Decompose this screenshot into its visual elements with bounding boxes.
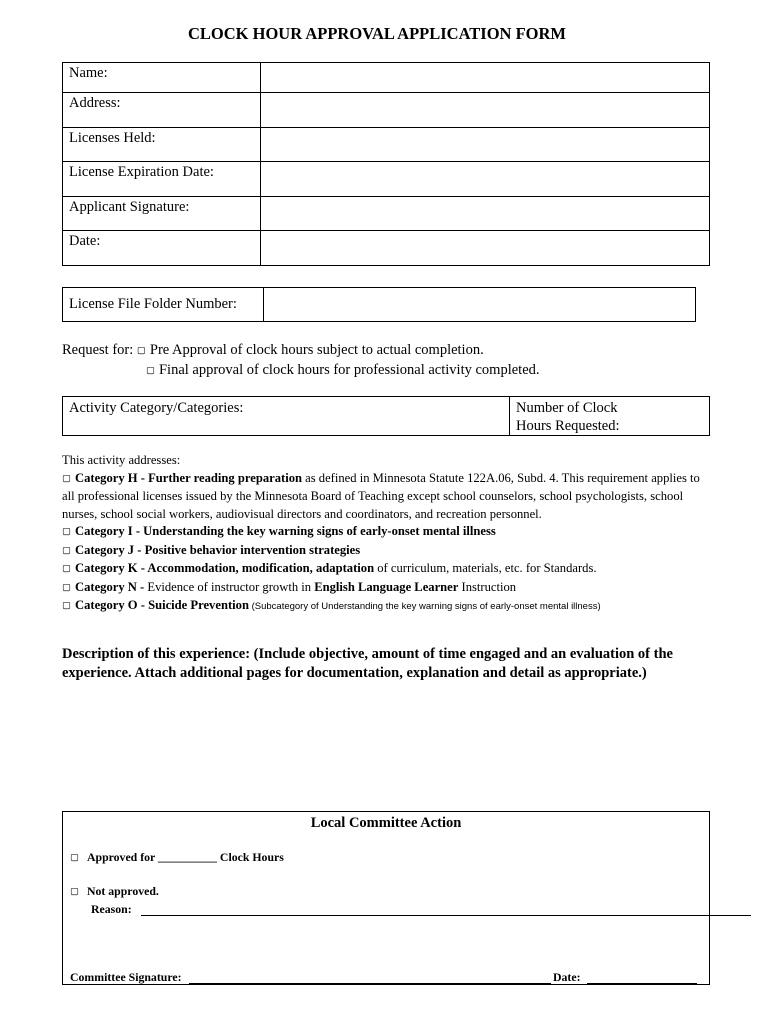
request-section [62, 341, 540, 381]
final-approval-checkbox[interactable]: ▢ [146, 365, 155, 376]
info-row-expiration [63, 162, 710, 197]
approved-label: Approved for __________ Clock Hours [86, 850, 284, 864]
info-row-address [63, 93, 710, 128]
category-k-item [62, 560, 712, 579]
license-expiration-label: License Expiration Date: [63, 162, 261, 197]
not-approved-checkbox[interactable]: ▢ [70, 886, 79, 897]
committee-signature-field[interactable] [189, 983, 551, 984]
date-label: Date: [63, 231, 261, 266]
info-row-licenses [63, 127, 710, 162]
committee-date-label: Date: [553, 970, 581, 984]
license-folder-label: License File Folder Number: [63, 288, 264, 322]
category-n-text-end: Instruction [458, 579, 517, 594]
not-approved-row [70, 884, 159, 899]
category-k-text: of curriculum, materials, etc. for Standards. [374, 561, 597, 575]
date-field[interactable] [261, 231, 710, 266]
category-n-title: Category N - [74, 579, 145, 594]
category-k-title: Category K - Accommodation, modification, adaptation [74, 561, 375, 575]
category-o-item [62, 597, 712, 616]
licenses-held-label: Licenses Held: [63, 127, 261, 162]
category-k-checkbox[interactable]: ▢ [62, 563, 71, 574]
request-row-2 [62, 361, 540, 381]
activity-table [62, 396, 710, 436]
pre-approval-checkbox[interactable]: ▢ [136, 345, 146, 356]
category-n-emphasis: English Language Learner [314, 579, 459, 594]
category-o-title: Category O - Suicide Prevention [74, 598, 249, 612]
clock-hours-label-line2: Hours Requested: [516, 418, 620, 434]
reason-field[interactable] [141, 915, 751, 916]
category-h-text: as defined in Minnesota Statute 122A.06, Subd. 4. This requirement applies to all professional licenses issued by the Minnesota Board of Teaching except school counselors, school psychologists, school nurses, school social workers, audiovisual directors and coordinators, and recreation personnel. [62, 470, 700, 521]
address-field[interactable] [261, 93, 710, 128]
activity-addresses [62, 452, 712, 616]
committee-date-field[interactable] [587, 983, 697, 984]
category-j-title: Category J - Positive behavior intervention strategies [74, 542, 361, 557]
approved-row [70, 850, 284, 865]
description-prompt: Description of this experience: (Include objective, amount of time engaged and an evaluation of the experience. Attach additional pages for documentation, explanation and detail as appropriate.) [62, 646, 673, 681]
not-approved-label: Not approved. [86, 884, 159, 898]
local-committee-action-box [62, 811, 710, 985]
pre-approval-label: Pre Approval of clock hours subject to actual completion. [149, 342, 484, 358]
license-folder-table [62, 287, 696, 322]
final-approval-label: Final approval of clock hours for professional activity completed. [158, 362, 540, 378]
license-expiration-field[interactable] [261, 162, 710, 197]
activity-category-label: Activity Category/Categories: [69, 400, 244, 416]
addresses-intro: This activity addresses: [62, 453, 181, 467]
applicant-signature-label: Applicant Signature: [63, 196, 261, 231]
category-o-checkbox[interactable]: ▢ [62, 600, 71, 611]
category-j-checkbox[interactable]: ▢ [62, 544, 71, 556]
license-folder-field[interactable] [264, 288, 696, 322]
approved-checkbox[interactable]: ▢ [70, 852, 79, 863]
form-title: CLOCK HOUR APPROVAL APPLICATION FORM [188, 24, 566, 43]
committee-title: Local Committee Action [310, 815, 462, 831]
request-label: Request for: [62, 342, 134, 358]
name-label: Name: [63, 63, 261, 93]
licenses-held-field[interactable] [261, 127, 710, 162]
address-label: Address: [63, 93, 261, 128]
category-n-text: Evidence of instructor growth in [144, 579, 315, 594]
category-h-title: Category H - Further reading preparation [74, 470, 302, 485]
request-row-1 [62, 341, 540, 361]
category-h-checkbox[interactable]: ▢ [62, 472, 71, 484]
reason-label: Reason: [91, 902, 132, 916]
category-i-checkbox[interactable]: ▢ [62, 526, 71, 537]
category-n-checkbox[interactable]: ▢ [62, 581, 71, 593]
info-row-signature [63, 196, 710, 231]
info-row-name [63, 63, 710, 93]
category-i-title: Category I - Understanding the key warning signs of early-onset mental illness [74, 524, 496, 538]
info-row-date [63, 231, 710, 266]
clock-hours-label-line1: Number of Clock [516, 400, 618, 416]
applicant-info-table [62, 62, 710, 266]
category-j-item [62, 542, 712, 561]
category-i-item [62, 523, 712, 542]
name-field[interactable] [261, 63, 710, 93]
clock-hours-cell[interactable] [510, 397, 710, 436]
category-o-note: (Subcategory of Understanding the key warning signs of early-onset mental illness) [248, 601, 601, 612]
category-h-item [62, 470, 712, 524]
activity-category-cell[interactable] [63, 397, 510, 436]
category-n-item [62, 579, 712, 598]
applicant-signature-field[interactable] [261, 196, 710, 231]
committee-signature-label: Committee Signature: [70, 970, 182, 984]
